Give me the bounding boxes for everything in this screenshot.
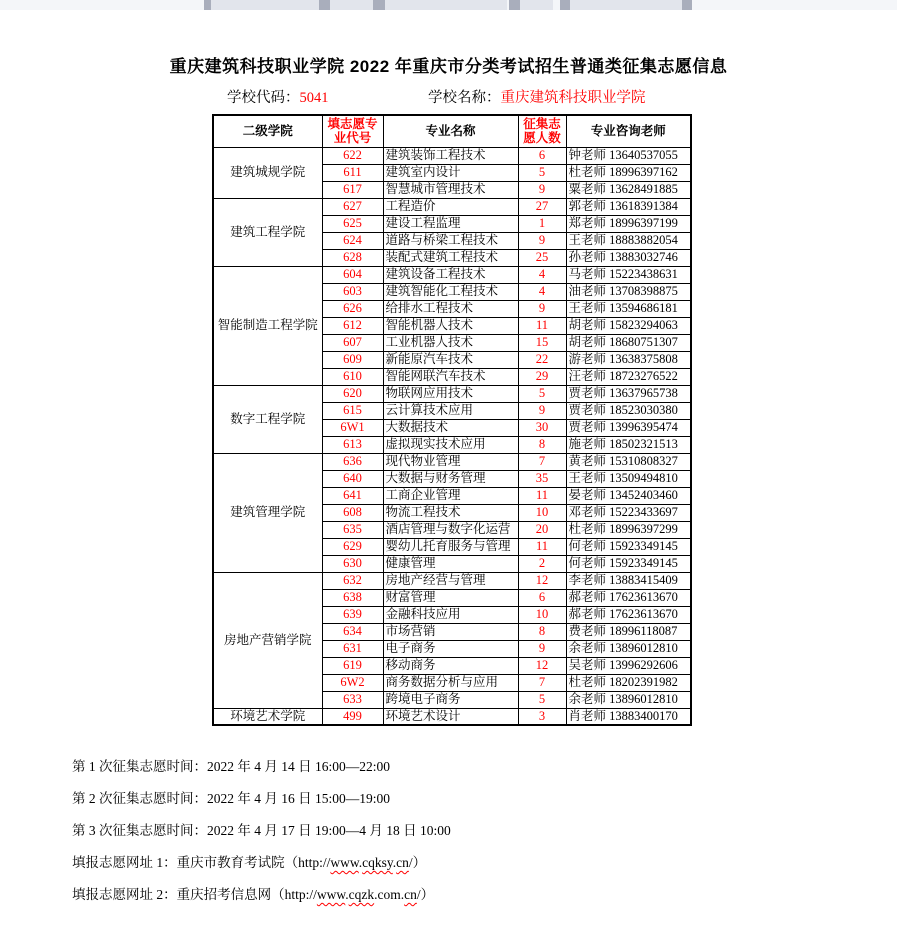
teacher-cell: 晏老师 13452403460: [566, 487, 691, 504]
college-cell: 数字工程学院: [213, 385, 322, 453]
table-row: [213, 266, 691, 283]
code-cell: 633: [322, 691, 383, 708]
url-text-part: .: [358, 855, 363, 870]
count-cell: 20: [518, 521, 566, 538]
teacher-cell: 杜老师 18202391982: [566, 674, 691, 691]
code-cell: 636: [322, 453, 383, 470]
code-cell: 630: [322, 555, 383, 572]
url-line-1: [72, 847, 451, 879]
teacher-cell: 贾老师 18523030380: [566, 402, 691, 419]
school-name-value: 重庆建筑科技职业学院: [500, 90, 646, 106]
major-cell: 现代物业管理: [383, 453, 518, 470]
count-cell: 3: [518, 708, 566, 725]
url-wavy-part: cqksy: [362, 855, 393, 870]
time-line-2: 第 2 次征集志愿时间：2022 年 4 月 16 日 15:00—19:00: [72, 791, 391, 806]
major-cell: 虚拟现实技术应用: [383, 436, 518, 453]
teacher-cell: 郭老师 13618391384: [566, 198, 691, 215]
url-line-2: [72, 879, 451, 911]
code-cell: 625: [322, 215, 383, 232]
teacher-cell: 汪老师 18723276522: [566, 368, 691, 385]
col-header-teacher: 专业咨询老师: [566, 115, 691, 147]
code-cell: 639: [322, 606, 383, 623]
teacher-cell: 王老师 18883882054: [566, 232, 691, 249]
major-cell: 移动商务: [383, 657, 518, 674]
count-cell: 6: [518, 589, 566, 606]
major-cell: 物联网应用技术: [383, 385, 518, 402]
college-cell: 建筑工程学院: [213, 198, 322, 266]
top-strip-segment: [560, 0, 570, 10]
teacher-cell: 何老师 15923349145: [566, 538, 691, 555]
code-cell: 627: [322, 198, 383, 215]
major-cell: 云计算技术应用: [383, 402, 518, 419]
major-cell: 房地产经营与管理: [383, 572, 518, 589]
volunteer-table: [212, 114, 692, 726]
col-header-college: 二级学院: [213, 115, 322, 147]
table-row: [213, 708, 691, 725]
count-cell: 4: [518, 266, 566, 283]
count-cell: 12: [518, 572, 566, 589]
major-cell: 市场营销: [383, 623, 518, 640]
school-name-label: 学校名称：: [428, 90, 501, 106]
teacher-cell: 杜老师 18996397162: [566, 164, 691, 181]
code-cell: 607: [322, 334, 383, 351]
top-strip-segment: [520, 0, 553, 10]
major-cell: 建筑智能化工程技术: [383, 283, 518, 300]
top-strip-segment: [319, 0, 330, 10]
major-cell: 跨境电子商务: [383, 691, 518, 708]
college-cell: 房地产营销学院: [213, 572, 322, 708]
teacher-cell: 王老师 13594686181: [566, 300, 691, 317]
count-cell: 27: [518, 198, 566, 215]
teacher-cell: 游老师 13638375808: [566, 351, 691, 368]
code-cell: 620: [322, 385, 383, 402]
teacher-cell: 余老师 13896012810: [566, 640, 691, 657]
table-row: [213, 198, 691, 215]
count-cell: 5: [518, 164, 566, 181]
code-cell: 615: [322, 402, 383, 419]
code-cell: 628: [322, 249, 383, 266]
code-cell: 609: [322, 351, 383, 368]
school-code-group: [227, 86, 329, 107]
teacher-cell: 施老师 18502321513: [566, 436, 691, 453]
count-cell: 11: [518, 487, 566, 504]
count-cell: 12: [518, 657, 566, 674]
top-strip: [0, 0, 897, 10]
url-text-part: /）: [408, 855, 427, 870]
count-cell: 7: [518, 453, 566, 470]
major-cell: 建筑室内设计: [383, 164, 518, 181]
table-row: [213, 147, 691, 164]
code-cell: 611: [322, 164, 383, 181]
code-cell: 499: [322, 708, 383, 725]
code-cell: 624: [322, 232, 383, 249]
count-cell: 8: [518, 623, 566, 640]
teacher-cell: 费老师 18996118087: [566, 623, 691, 640]
code-cell: 635: [322, 521, 383, 538]
col-header-major: 专业名称: [383, 115, 518, 147]
teacher-cell: 胡老师 18680751307: [566, 334, 691, 351]
top-strip-segment: [385, 0, 507, 10]
table-row: [213, 453, 691, 470]
major-cell: 新能原汽车技术: [383, 351, 518, 368]
code-cell: 604: [322, 266, 383, 283]
count-cell: 7: [518, 674, 566, 691]
col-header-code: 填志愿专业代号: [322, 115, 383, 147]
time-line-3: 第 3 次征集志愿时间：2022 年 4 月 17 日 19:00—4 月 18 日 10:00: [72, 823, 451, 838]
major-cell: 智能网联汽车技术: [383, 368, 518, 385]
code-cell: 6W1: [322, 419, 383, 436]
top-strip-segment: [373, 0, 385, 10]
count-cell: 5: [518, 385, 566, 402]
count-cell: 5: [518, 691, 566, 708]
teacher-cell: 马老师 15223438631: [566, 266, 691, 283]
count-cell: 11: [518, 538, 566, 555]
major-cell: 环境艺术设计: [383, 708, 518, 725]
teacher-cell: 郑老师 18996397199: [566, 215, 691, 232]
table-header: [213, 115, 691, 147]
top-strip-segment: [509, 0, 520, 10]
url-wavy-part: www: [316, 887, 346, 902]
teacher-cell: 郝老师 17623613670: [566, 589, 691, 606]
table-row: [213, 572, 691, 589]
top-strip-segment: [330, 0, 373, 10]
major-cell: 商务数据分析与应用: [383, 674, 518, 691]
url-text-part: .: [392, 855, 397, 870]
major-cell: 物流工程技术: [383, 504, 518, 521]
volunteer-table-body: [213, 147, 691, 725]
teacher-cell: 何老师 15923349145: [566, 555, 691, 572]
code-cell: 617: [322, 181, 383, 198]
teacher-cell: 邓老师 15223433697: [566, 504, 691, 521]
teacher-cell: 肖老师 13883400170: [566, 708, 691, 725]
count-cell: 9: [518, 300, 566, 317]
major-cell: 电子商务: [383, 640, 518, 657]
code-cell: 626: [322, 300, 383, 317]
code-cell: 632: [322, 572, 383, 589]
top-strip-segment: [682, 0, 692, 10]
col-header-count: 征集志愿人数: [518, 115, 566, 147]
major-cell: 给排水工程技术: [383, 300, 518, 317]
code-cell: 619: [322, 657, 383, 674]
major-cell: 财富管理: [383, 589, 518, 606]
url-text-part: .: [345, 887, 349, 902]
table-row: [213, 385, 691, 402]
code-cell: 6W2: [322, 674, 383, 691]
teacher-cell: 贾老师 13637965738: [566, 385, 691, 402]
top-strip-segment: [204, 0, 211, 10]
school-name-group: [428, 86, 646, 107]
count-cell: 9: [518, 402, 566, 419]
url-wavy-part: www: [330, 855, 359, 870]
major-cell: 智能机器人技术: [383, 317, 518, 334]
college-cell: 环境艺术学院: [213, 708, 322, 725]
count-cell: 9: [518, 181, 566, 198]
major-cell: 智慧城市管理技术: [383, 181, 518, 198]
code-cell: 634: [322, 623, 383, 640]
code-cell: 641: [322, 487, 383, 504]
school-info-line: [0, 86, 897, 106]
count-cell: 29: [518, 368, 566, 385]
teacher-cell: 孙老师 13883032746: [566, 249, 691, 266]
code-cell: 638: [322, 589, 383, 606]
url-wavy-part: cn: [396, 855, 409, 870]
college-cell: 建筑城规学院: [213, 147, 322, 198]
code-cell: 640: [322, 470, 383, 487]
page-title: 重庆建筑科技职业学院 2022 年重庆市分类考试招生普通类征集志愿信息: [169, 57, 728, 76]
major-cell: 工商企业管理: [383, 487, 518, 504]
major-cell: 装配式建筑工程技术: [383, 249, 518, 266]
count-cell: 10: [518, 504, 566, 521]
major-cell: 建筑装饰工程技术: [383, 147, 518, 164]
major-cell: 酒店管理与数字化运营: [383, 521, 518, 538]
college-cell: 智能制造工程学院: [213, 266, 322, 385]
major-cell: 金融科技应用: [383, 606, 518, 623]
table-header-row: [213, 115, 691, 147]
url-text-part: 填报志愿网址 2：重庆招考信息网（http://: [72, 887, 317, 902]
teacher-cell: 王老师 13509494810: [566, 470, 691, 487]
teacher-cell: 油老师 13708398875: [566, 283, 691, 300]
count-cell: 9: [518, 640, 566, 657]
count-cell: 10: [518, 606, 566, 623]
teacher-cell: 贾老师 13996395474: [566, 419, 691, 436]
teacher-cell: 余老师 13896012810: [566, 691, 691, 708]
code-cell: 631: [322, 640, 383, 657]
count-cell: 2: [518, 555, 566, 572]
teacher-cell: 杜老师 18996397299: [566, 521, 691, 538]
code-cell: 608: [322, 504, 383, 521]
count-cell: 6: [518, 147, 566, 164]
teacher-cell: 钟老师 13640537055: [566, 147, 691, 164]
count-cell: 9: [518, 232, 566, 249]
code-cell: 622: [322, 147, 383, 164]
school-code-label: 学校代码：: [227, 90, 300, 106]
time-line-1: 第 1 次征集志愿时间：2022 年 4 月 14 日 16:00—22:00: [72, 759, 391, 774]
major-cell: 婴幼儿托育服务与管理: [383, 538, 518, 555]
url-wavy-part: cn: [404, 887, 417, 902]
top-strip-segment: [211, 0, 319, 10]
url-text-part: 填报志愿网址 1：重庆市教育考试院（http://: [72, 855, 331, 870]
url-text-part: /）: [416, 887, 435, 902]
major-cell: 健康管理: [383, 555, 518, 572]
major-cell: 建筑设备工程技术: [383, 266, 518, 283]
count-cell: 22: [518, 351, 566, 368]
count-cell: 15: [518, 334, 566, 351]
major-cell: 工业机器人技术: [383, 334, 518, 351]
count-cell: 30: [518, 419, 566, 436]
count-cell: 1: [518, 215, 566, 232]
count-cell: 4: [518, 283, 566, 300]
count-cell: 11: [518, 317, 566, 334]
code-cell: 629: [322, 538, 383, 555]
url-text-part: .com.: [374, 887, 405, 902]
top-strip-segment: [570, 0, 682, 10]
code-cell: 612: [322, 317, 383, 334]
teacher-cell: 郝老师 17623613670: [566, 606, 691, 623]
college-cell: 建筑管理学院: [213, 453, 322, 572]
major-cell: 工程造价: [383, 198, 518, 215]
teacher-cell: 粟老师 13628491885: [566, 181, 691, 198]
code-cell: 603: [322, 283, 383, 300]
teacher-cell: 胡老师 15823294063: [566, 317, 691, 334]
major-cell: 大数据技术: [383, 419, 518, 436]
teacher-cell: 黄老师 15310808327: [566, 453, 691, 470]
teacher-cell: 李老师 13883415409: [566, 572, 691, 589]
major-cell: 道路与桥梁工程技术: [383, 232, 518, 249]
footer-notes: [72, 751, 451, 911]
url-wavy-part: cqzk: [348, 887, 375, 902]
teacher-cell: 吴老师 13996292606: [566, 657, 691, 674]
code-cell: 613: [322, 436, 383, 453]
major-cell: 大数据与财务管理: [383, 470, 518, 487]
count-cell: 35: [518, 470, 566, 487]
count-cell: 25: [518, 249, 566, 266]
code-cell: 610: [322, 368, 383, 385]
count-cell: 8: [518, 436, 566, 453]
major-cell: 建设工程监理: [383, 215, 518, 232]
school-code-value: 5041: [299, 90, 329, 106]
